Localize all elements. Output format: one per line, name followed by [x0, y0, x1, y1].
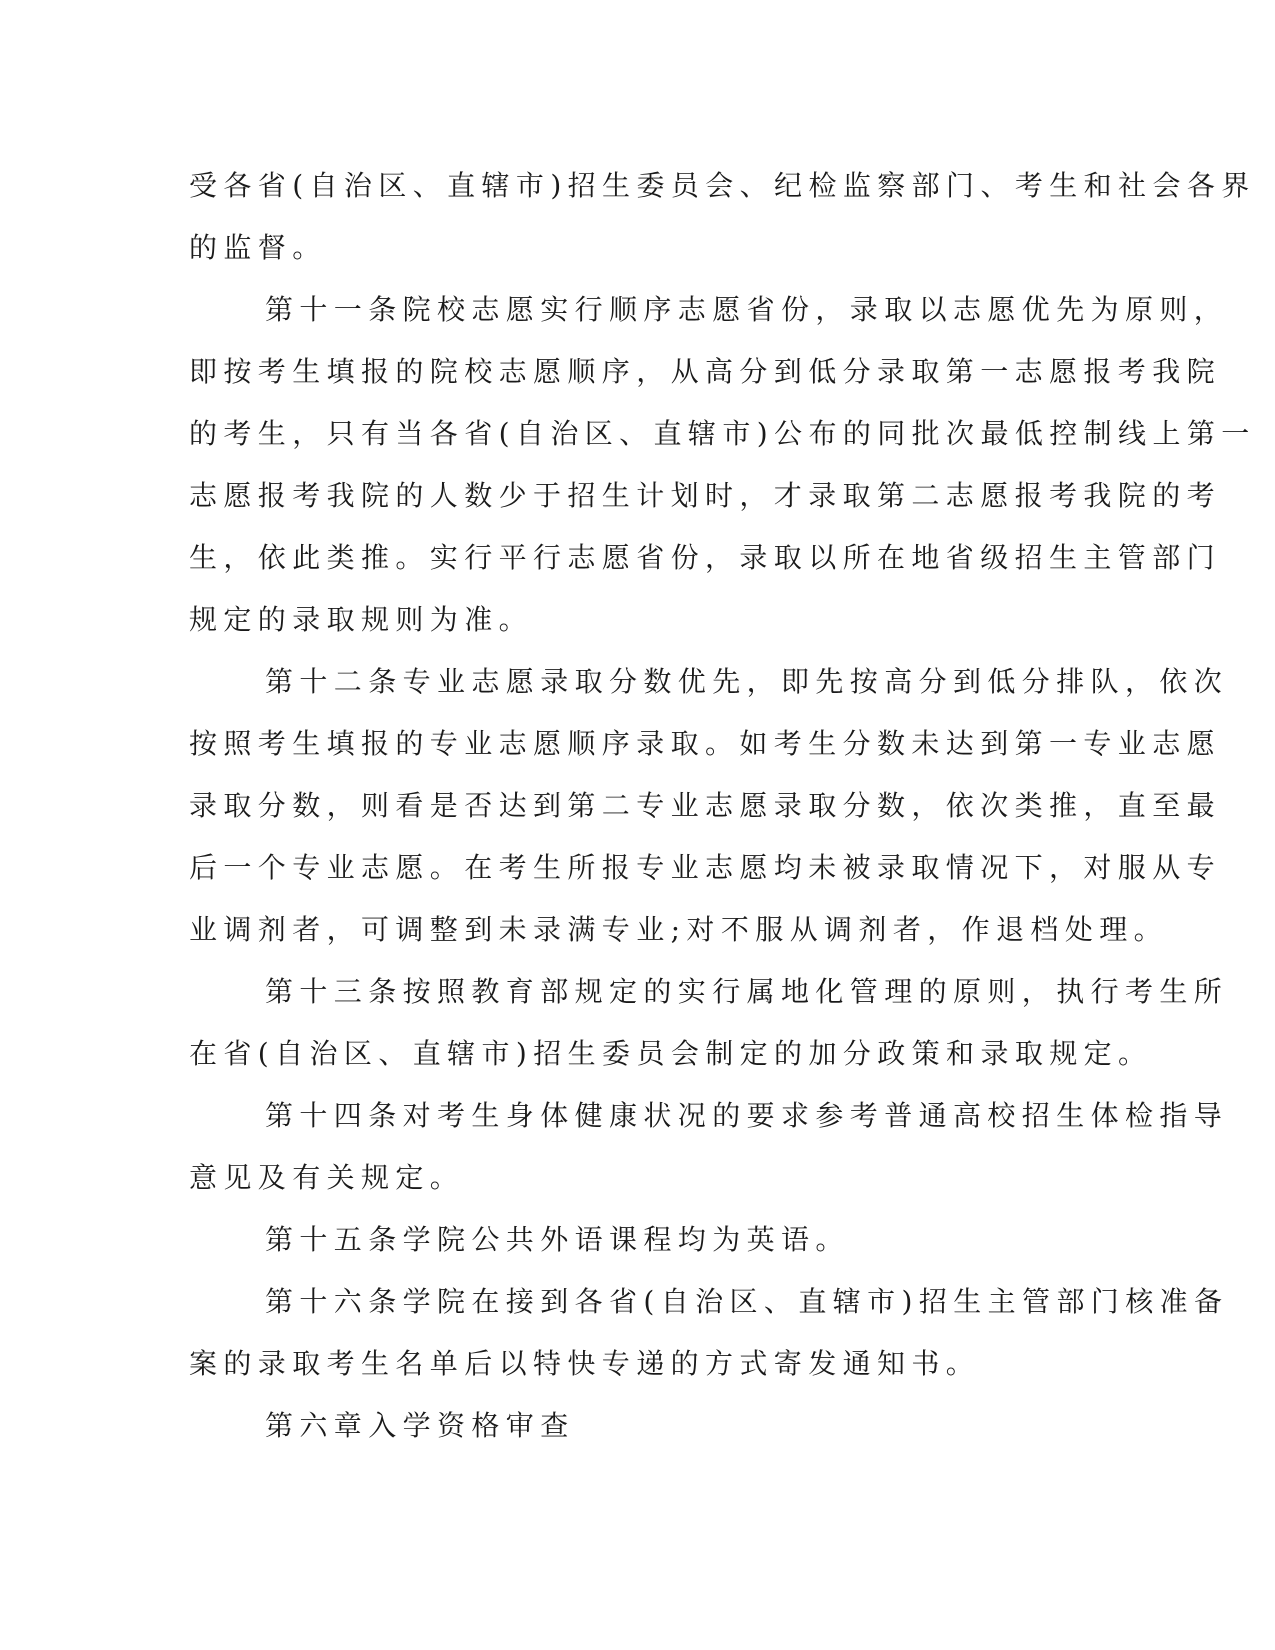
- text-line: 在省(自治区、直辖市)招生委员会制定的加分政策和录取规定。: [189, 1037, 1153, 1070]
- text-line: 第十六条学院在接到各省(自治区、直辖市)招生主管部门核准备: [265, 1285, 1229, 1318]
- paragraph: [189, 651, 1229, 961]
- text-line: 生，依此类推。实行平行志愿省份，录取以所在地省级招生主管部门: [189, 541, 1222, 574]
- paragraph: [189, 155, 1256, 279]
- paragraph: [189, 279, 1256, 651]
- text-line: 业调剂者，可调整到未录满专业;对不服从调剂者，作退档处理。: [189, 913, 1169, 946]
- paragraph: [189, 1085, 1229, 1209]
- text-line: 志愿报考我院的人数少于招生计划时，才录取第二志愿报考我院的考: [189, 479, 1222, 512]
- text-line: 即按考生填报的院校志愿顺序，从高分到低分录取第一志愿报考我院: [189, 355, 1222, 388]
- text-line: 第十三条按照教育部规定的实行属地化管理的原则，执行考生所: [265, 975, 1229, 1008]
- text-line: 意见及有关规定。: [189, 1161, 465, 1194]
- text-line: 第十二条专业志愿录取分数优先，即先按高分到低分排队，依次: [265, 665, 1229, 698]
- text-line: 后一个专业志愿。在考生所报专业志愿均未被录取情况下，对服从专: [189, 851, 1222, 884]
- paragraph: [189, 1271, 1229, 1395]
- text-line: 第十四条对考生身体健康状况的要求参考普通高校招生体检指导: [265, 1099, 1229, 1132]
- paragraph: [189, 1209, 1079, 1271]
- text-line: 规定的录取规则为准。: [189, 603, 534, 636]
- text-line: 录取分数，则看是否达到第二专业志愿录取分数，依次类推，直至最: [189, 789, 1222, 822]
- text-line: 第十一条院校志愿实行顺序志愿省份，录取以志愿优先为原则，: [265, 293, 1229, 326]
- text-line: 第十五条学院公共外语课程均为英语。: [265, 1223, 850, 1256]
- text-line: 第六章入学资格审查: [265, 1409, 575, 1442]
- text-line: 案的录取考生名单后以特快专递的方式寄发通知书。: [189, 1347, 981, 1380]
- text-line: 按照考生填报的专业志愿顺序录取。如考生分数未达到第一专业志愿: [189, 727, 1222, 760]
- text-line: 的监督。: [189, 231, 327, 264]
- text-line: 受各省(自治区、直辖市)招生委员会、纪检监察部门、考生和社会各界: [189, 169, 1256, 202]
- text-line: 的考生，只有当各省(自治区、直辖市)公布的同批次最低控制线上第一: [189, 417, 1256, 450]
- paragraph: [189, 961, 1229, 1085]
- document-body: [189, 155, 1256, 1457]
- paragraph: [189, 1395, 1079, 1457]
